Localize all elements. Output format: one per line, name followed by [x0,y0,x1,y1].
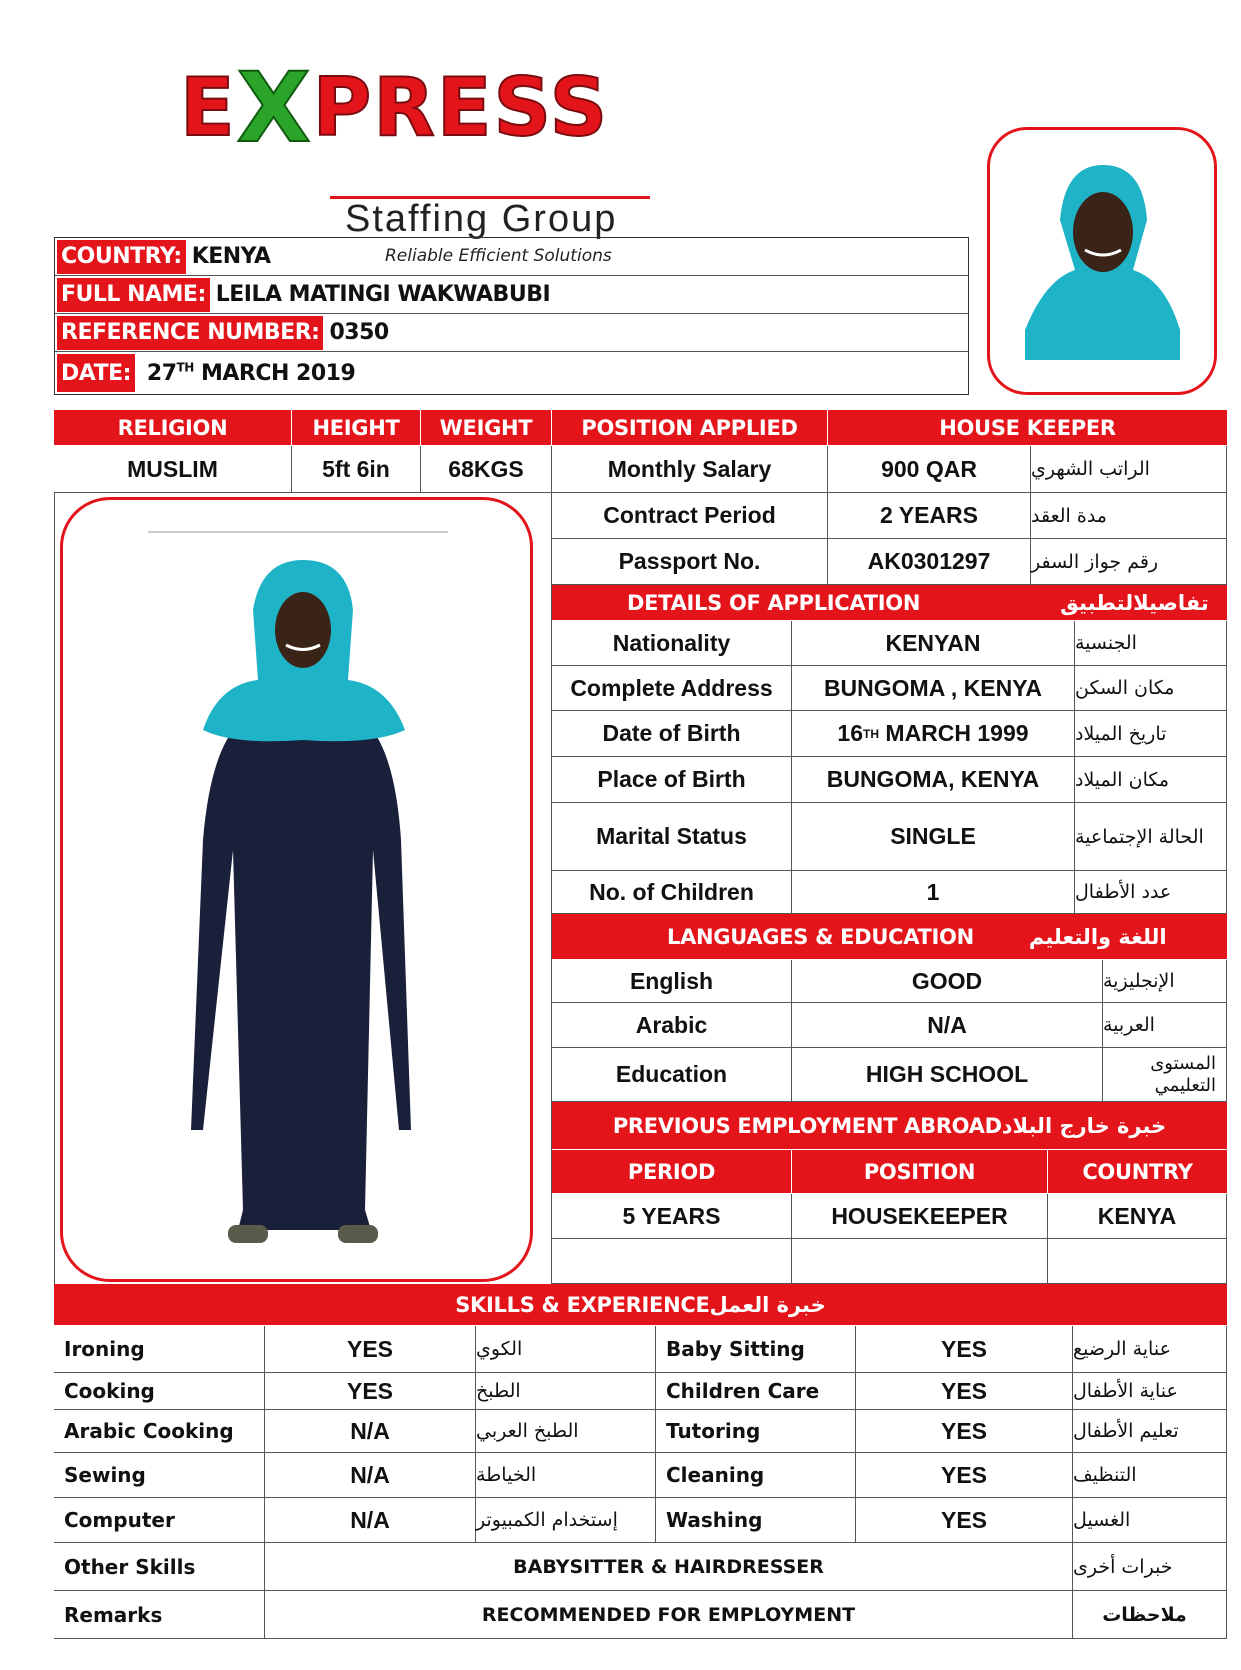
languages-title: LANGUAGES & EDUCATION [667,924,974,949]
skill-right-value: YES [856,1453,1073,1498]
full-body-image [143,530,453,1250]
passport-label: Passport No. [552,539,828,585]
remarks-value: RECOMMENDED FOR EMPLOYMENT [265,1591,1073,1639]
skill-left-label: Ironing [54,1326,265,1373]
period-header: PERIOD [552,1150,792,1194]
religion-value: MUSLIM [54,446,292,493]
monthly-salary-arabic: الراتب الشهري [1031,446,1227,493]
weight-value: 68KGS [421,446,552,493]
skill-right-arabic: تعليم الأطفال [1073,1410,1227,1453]
employment-position-empty [792,1239,1048,1284]
full-name-value: LEILA MATINGI WAKWABUBI [215,282,551,307]
full-body-photo [60,497,533,1282]
skill-left-arabic: الطبخ العربي [476,1410,656,1453]
portrait-photo [987,127,1217,395]
details-section-header [552,585,1227,621]
marital-status-arabic: الحالة الإجتماعية [1075,803,1227,871]
languages-section-header [552,914,1227,960]
skill-right-value: YES [856,1410,1073,1453]
passport-arabic: رقم جواز السفر [1031,539,1227,585]
skills-title-arabic: خبرة العمل [709,1292,826,1317]
nationality-label: Nationality [552,621,792,666]
remarks-label: Remarks [54,1591,265,1639]
dob-arabic: تاريخ الميلاد [1075,711,1227,757]
skill-left-label: Computer [54,1498,265,1543]
education-value: HIGH SCHOOL [792,1048,1103,1102]
skill-right-arabic: عناية الرضيع [1073,1326,1227,1373]
skill-left-value: N/A [265,1410,476,1453]
reference-value: 0350 [329,320,389,345]
pob-arabic: مكان الميلاد [1075,757,1227,803]
country-label: COUNTRY: [57,240,186,274]
address-arabic: مكان السكن [1075,666,1227,711]
skill-left-value: YES [265,1326,476,1373]
house-keeper-header: HOUSE KEEPER [828,410,1227,446]
details-title: DETAILS OF APPLICATION [627,590,921,615]
contract-period-label: Contract Period [552,493,828,539]
english-label: English [552,960,792,1003]
children-arabic: عدد الأطفال [1075,871,1227,914]
other-skills-label: Other Skills [54,1543,265,1591]
skill-left-arabic: الطبخ [476,1373,656,1410]
skill-right-arabic: الغسيل [1073,1498,1227,1543]
arabic-arabic: العربية [1103,1003,1227,1048]
skill-left-arabic: إستخدام الكمبيوتر [476,1498,656,1543]
employment-title-arabic: خبرة خارج البلاد [1001,1113,1167,1138]
address-value: BUNGOMA , KENYA [792,666,1075,711]
monthly-salary-value: 900 QAR [828,446,1031,493]
skill-right-label: Cleaning [656,1453,856,1498]
children-label: No. of Children [552,871,792,914]
languages-title-arabic: اللغة والتعليم [1028,924,1167,949]
other-skills-value: BABYSITTER & HAIRDRESSER [265,1543,1073,1591]
english-arabic: الإنجليزية [1103,960,1227,1003]
employment-country-value: KENYA [1048,1194,1227,1239]
contract-period-value: 2 YEARS [828,493,1031,539]
passport-value: AK0301297 [828,539,1031,585]
contract-period-arabic: مدة العقد [1031,493,1227,539]
date-row [55,352,968,394]
dob-value: 16 TH MARCH 1999 [792,711,1075,757]
details-title-arabic: تفاصيلالتطبيق [1060,590,1209,615]
logo-tagline: Reliable Efficient Solutions [385,246,612,266]
skill-left-label: Sewing [54,1453,265,1498]
religion-header: RELIGION [54,410,292,446]
portrait-image [1015,160,1190,360]
education-label: Education [552,1048,792,1102]
skill-right-value: YES [856,1373,1073,1410]
date-label: DATE: [57,354,135,392]
reference-row [55,314,968,352]
education-arabic: المستوى التعليمي [1103,1048,1227,1102]
skill-left-value: N/A [265,1498,476,1543]
logo-wordmark: EXPRESS [180,52,610,164]
nationality-arabic: الجنسية [1075,621,1227,666]
country-value: KENYA [191,244,271,269]
applicant-header-box [54,237,969,395]
employment-period-empty [552,1239,792,1284]
other-skills-arabic: خبرات أخرى [1073,1543,1227,1591]
skill-left-arabic: الكوي [476,1326,656,1373]
pob-value: BUNGOMA, KENYA [792,757,1075,803]
skill-right-label: Baby Sitting [656,1326,856,1373]
full-name-label: FULL NAME: [57,278,210,312]
country-header: COUNTRY [1048,1150,1227,1194]
marital-status-label: Marital Status [552,803,792,871]
nationality-value: KENYAN [792,621,1075,666]
height-value: 5ft 6in [292,446,421,493]
position-header: POSITION [792,1150,1048,1194]
dob-label: Date of Birth [552,711,792,757]
marital-status-value: SINGLE [792,803,1075,871]
skill-right-arabic: التنظيف [1073,1453,1227,1498]
skill-right-value: YES [856,1326,1073,1373]
skill-left-label: Cooking [54,1373,265,1410]
arabic-label: Arabic [552,1003,792,1048]
skills-section-header [54,1284,1227,1326]
date-value: 27TH MARCH 2019 [146,360,356,386]
employment-country-empty [1048,1239,1227,1284]
skill-left-label: Arabic Cooking [54,1410,265,1453]
employment-title: PREVIOUS EMPLOYMENT ABROAD [612,1113,1002,1138]
position-applied-header: POSITION APPLIED [552,410,828,446]
skill-left-value: YES [265,1373,476,1410]
skill-left-arabic: الخياطة [476,1453,656,1498]
address-label: Complete Address [552,666,792,711]
employment-section-header [552,1102,1227,1150]
pob-label: Place of Birth [552,757,792,803]
skill-left-value: N/A [265,1453,476,1498]
skill-right-label: Children Care [656,1373,856,1410]
skill-right-value: YES [856,1498,1073,1543]
reference-label: REFERENCE NUMBER: [57,316,323,350]
skills-title: SKILLS & EXPERIENCE [455,1292,710,1317]
children-value: 1 [792,871,1075,914]
country-row [55,238,968,276]
remarks-arabic: ملاحظات [1073,1591,1227,1639]
logo-subtitle: Staffing Group [345,198,618,240]
arabic-value: N/A [792,1003,1103,1048]
height-header: HEIGHT [292,410,421,446]
employment-position-value: HOUSEKEEPER [792,1194,1048,1239]
monthly-salary-label: Monthly Salary [552,446,828,493]
english-value: GOOD [792,960,1103,1003]
employment-period-value: 5 YEARS [552,1194,792,1239]
skill-right-label: Tutoring [656,1410,856,1453]
skill-right-arabic: عناية الأطفال [1073,1373,1227,1410]
skill-right-label: Washing [656,1498,856,1543]
weight-header: WEIGHT [421,410,552,446]
photo-column-divider [551,493,552,1284]
name-row [55,276,968,314]
